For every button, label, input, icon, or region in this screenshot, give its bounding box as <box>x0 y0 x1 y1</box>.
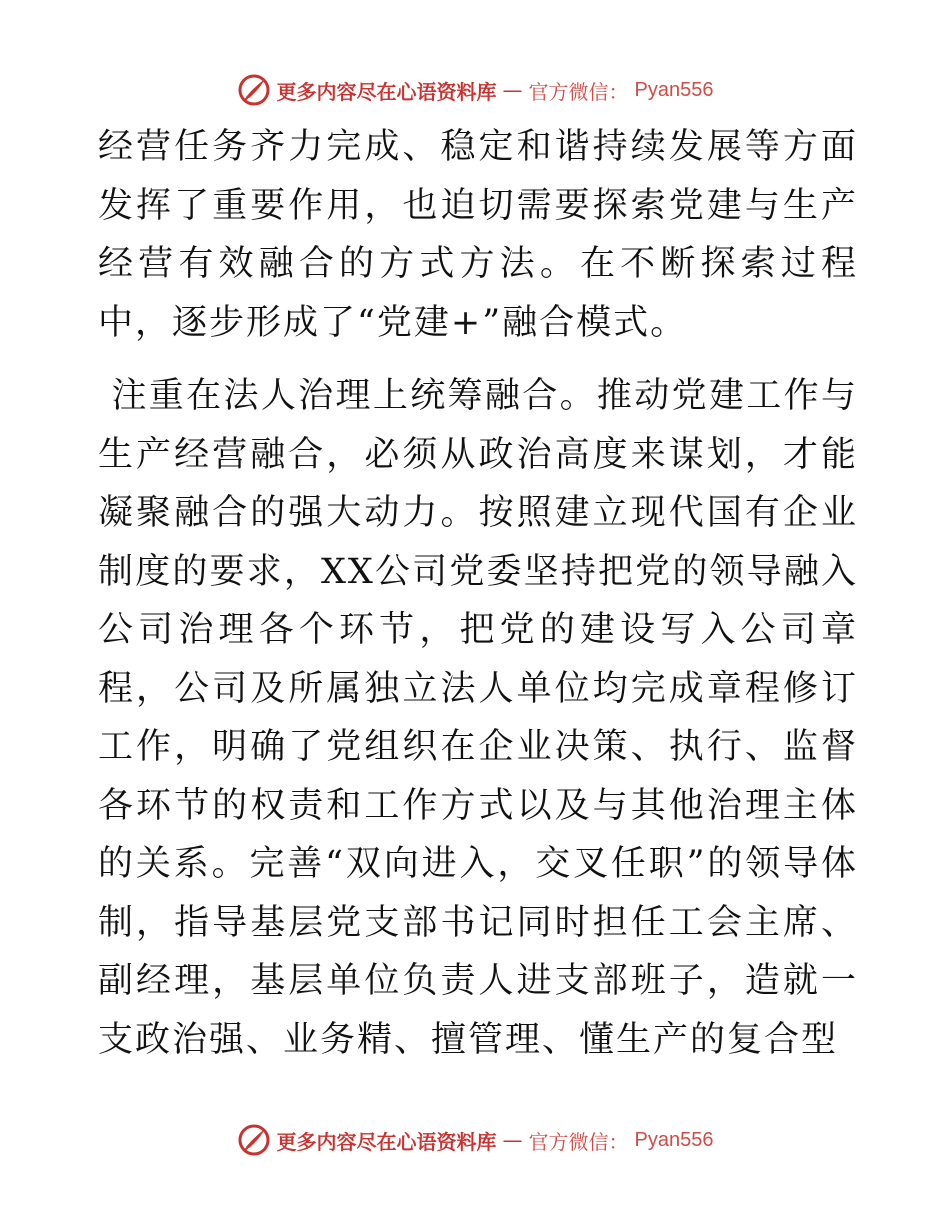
banner-brand-text: 更多内容尽在心语资料库 <box>276 79 497 104</box>
paragraph-2: 注重在法人治理上统筹融合。推动党建工作与生产经营融合，必须从政治高度来谋划，才能凝聚融合的强大动力。按照建立现代国有企业制度的要求，XX公司党委坚持把党的领导融入公司治理各个环节，把党的建设写入公司章程，公司及所属独立法人单位均完成章程修订工作，明确了党组织在企业决策、执行、监督各环节的权责和工作方式以及与其他治理主体的关系。完善“双向进入，交叉任职”的领导体制，指导基层党支部书记同时担任工会主席、副经理，基层单位负责人进支部班子，造就一支政治强、业务精、擅管理、懂生产的复合型 <box>98 376 858 1060</box>
banner-wechat-label: 官方微信： <box>528 79 629 104</box>
banner-separator: — <box>502 78 523 102</box>
banner-wechat-label: 官方微信： <box>528 1129 629 1154</box>
banner-wechat-account: Pyan556 <box>634 1128 714 1151</box>
paragraph-1: 经营任务齐力完成、稳定和谐持续发展等方面发挥了重要作用，也迫切需要探索党建与生产经营有效融合的方式方法。在不断探索过程中，逐步形成了“党建+”融合模式。 <box>98 127 858 343</box>
quill-logo-icon <box>237 1123 271 1157</box>
header-banner <box>0 70 950 110</box>
document-body <box>98 118 858 1069</box>
footer-banner <box>0 1120 950 1160</box>
banner-separator: — <box>502 1128 523 1152</box>
banner-brand-text: 更多内容尽在心语资料库 <box>276 1129 497 1154</box>
quill-logo-icon <box>237 73 271 107</box>
banner-wechat-account: Pyan556 <box>634 78 714 101</box>
